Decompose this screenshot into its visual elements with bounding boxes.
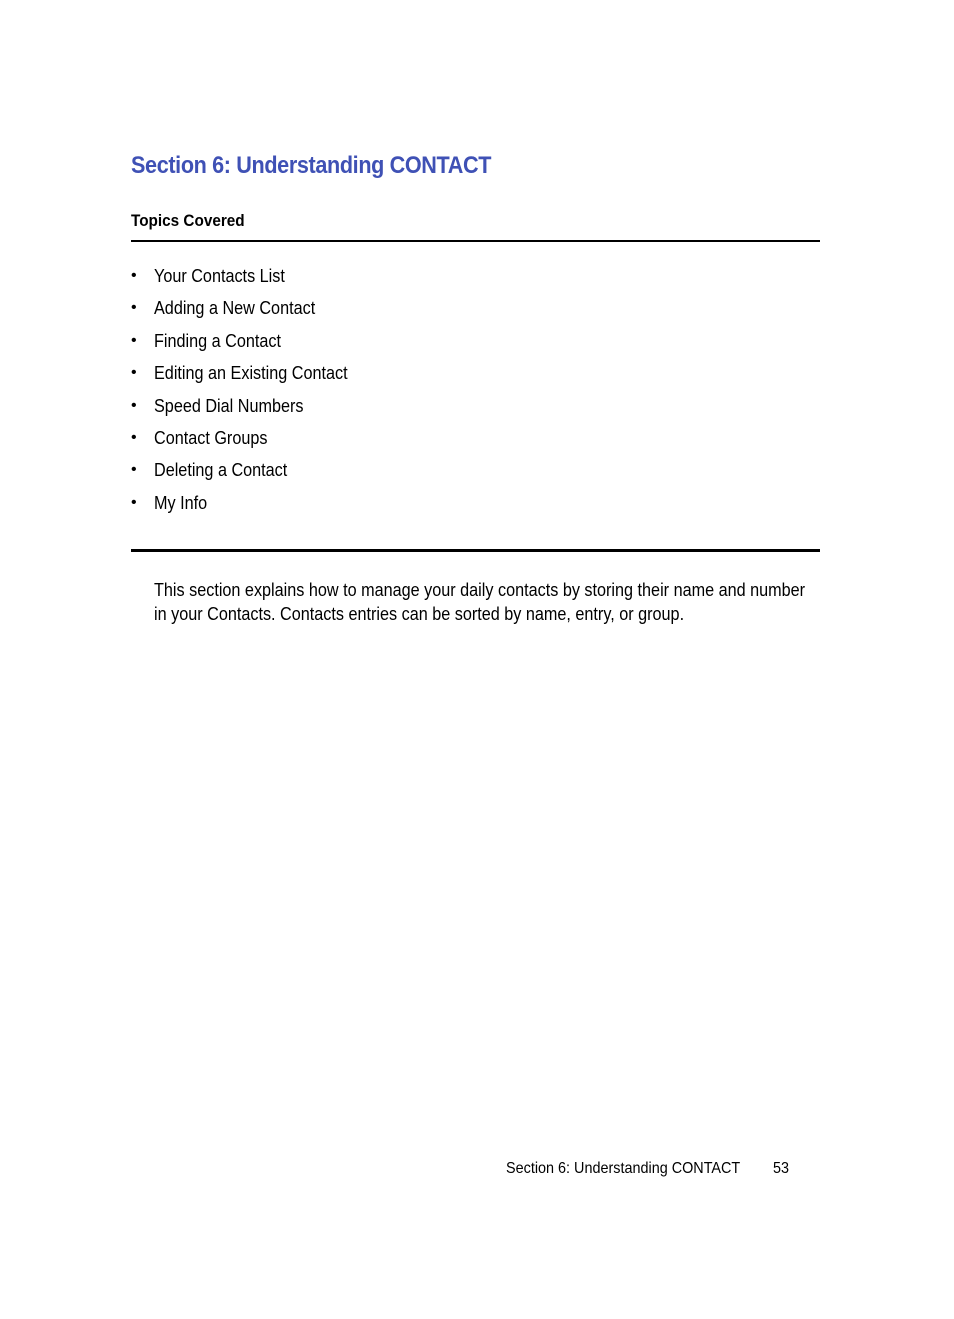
bullet-icon: • <box>131 428 137 446</box>
bullet-icon: • <box>131 267 137 284</box>
intro-paragraph: This section explains how to manage your daily contacts by storing their name and number in your Contacts. Contacts entries can be sorted by name, entry, or group. <box>154 580 806 624</box>
topic-label: Deleting a Contact <box>154 460 288 481</box>
topic-label: Adding a New Contact <box>154 298 316 319</box>
topic-label: Your Contacts List <box>154 266 285 286</box>
bullet-icon: • <box>131 493 137 511</box>
footer-section-title: Section 6: Understanding CONTACT <box>506 1160 741 1177</box>
topic-label: Speed Dial Numbers <box>154 395 304 416</box>
bullet-icon: • <box>131 331 137 349</box>
bullet-icon: • <box>131 299 137 317</box>
topic-label: Editing an Existing Contact <box>154 363 348 384</box>
topic-label: Contact Groups <box>154 427 268 448</box>
bullet-icon: • <box>131 461 137 479</box>
divider-bottom <box>131 549 820 552</box>
bullet-icon: • <box>131 364 137 382</box>
page-number: 53 <box>773 1160 790 1177</box>
topic-label: Finding a Contact <box>154 330 281 351</box>
topic-label: My Info <box>154 492 208 513</box>
bullet-icon: • <box>131 396 137 414</box>
topics-heading: Topics Covered <box>131 211 245 230</box>
page-title: Section 6: Understanding CONTACT <box>131 152 492 179</box>
divider-top <box>131 240 820 242</box>
